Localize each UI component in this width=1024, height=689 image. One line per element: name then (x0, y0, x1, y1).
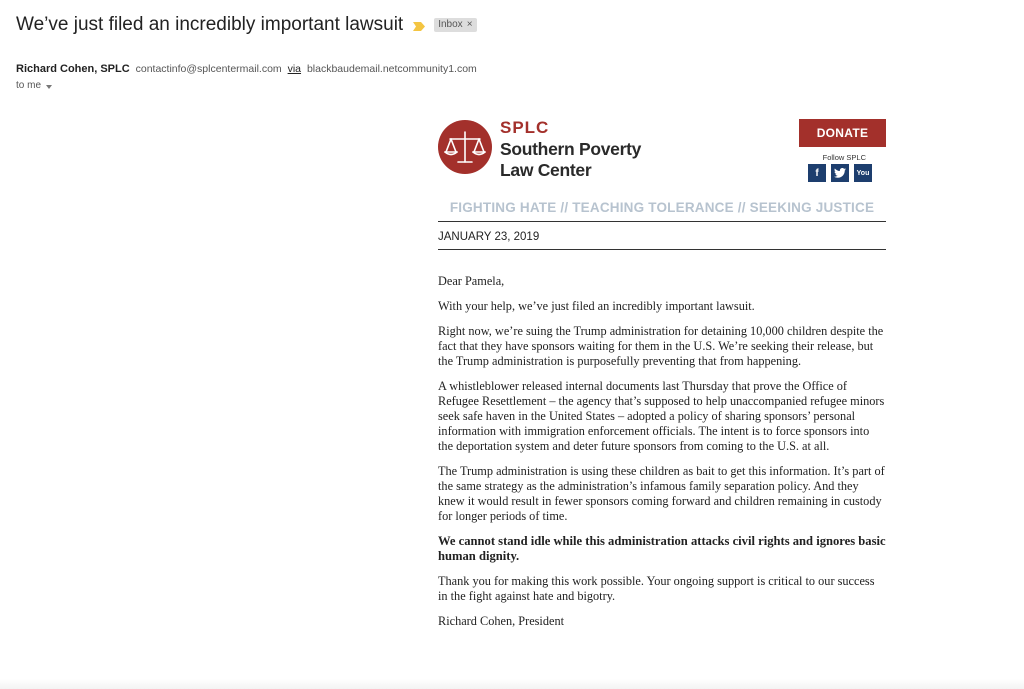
sender-email: contactinfo@splcentermail.com (135, 63, 282, 75)
divider-bottom (438, 249, 886, 250)
recipient-line[interactable] (16, 80, 52, 91)
inbox-label-text: Inbox (438, 19, 463, 30)
logo-splc-text: SPLC (500, 118, 550, 137)
via-domain: blackbaudemail.netcommunity1.com (306, 63, 477, 75)
letter-paragraph-6: Thank you for making this work possible. Your ongoing support is critical to our success in the fight against hate and bigotry. (438, 574, 875, 603)
email-header (16, 14, 477, 36)
letter-content (438, 274, 886, 629)
social-links (808, 164, 872, 182)
newsletter-body (438, 116, 886, 639)
letter-greeting: Dear Pamela, (438, 274, 505, 288)
letter-signature: Richard Cohen, President (438, 614, 565, 628)
bottom-shadow (0, 679, 1024, 689)
logo-line-2: Law Center (500, 160, 592, 180)
splc-logo-icon[interactable] (438, 120, 492, 174)
letter-paragraph-1: With your help, we’ve just filed an incredibly important lawsuit. (438, 299, 755, 313)
letter-paragraph-2: Right now, we’re suing the Trump administration for detaining 10,000 children despite the fact that they have sponsors waiting for them in the U.S. We’re seeking their release, but the Trump administration is purposefully preventing that from happening. (438, 324, 884, 368)
letter-paragraph-5: We cannot stand idle while this administration attacks civil rights and ignores basic human dignity. (438, 534, 886, 563)
recipient-details-caret-icon[interactable] (46, 85, 52, 89)
remove-label-icon[interactable]: × (466, 19, 473, 30)
recipient-text: to me (16, 80, 42, 91)
twitter-icon[interactable] (831, 164, 849, 182)
letter-paragraph-4: The Trump administration is using these children as bait to get this information. It’s part of the same strategy as the administration’s infamous family separation policy. And they knew it would result in fewer sponsors coming forward and children remaining in custody for longer periods of time. (438, 464, 885, 523)
newsletter-date: JANUARY 23, 2019 (438, 231, 540, 243)
importance-marker-icon[interactable] (413, 22, 425, 31)
youtube-icon[interactable]: You (854, 164, 872, 182)
via-link[interactable]: via (287, 63, 302, 75)
facebook-icon[interactable]: f (808, 164, 826, 182)
newsletter-header (438, 116, 886, 192)
tagline: FIGHTING HATE // TEACHING TOLERANCE // SEEKING JUSTICE (449, 200, 875, 215)
sender-line (16, 63, 477, 75)
email-subject: We’ve just filed an incredibly important lawsuit (16, 14, 404, 35)
logo-line-1: Southern Poverty (500, 139, 642, 159)
sender-name[interactable]: Richard Cohen, SPLC (16, 63, 130, 75)
donate-button[interactable]: DONATE (799, 119, 886, 147)
letter-paragraph-3: A whistleblower released internal documents last Thursday that prove the Office of Refugee Resettlement – the agency that’s supposed to help unaccompanied refugee minors seek safe haven in the United States – adopted a policy of sharing sponsors’ personal information with immigration enforcement officials. The intent is to force sponsors into the deportation system and deter future sponsors from coming to the U.S. at all. (438, 379, 885, 453)
follow-label: Follow SPLC (822, 153, 866, 162)
divider-top (438, 221, 886, 222)
logo-organization-name (500, 139, 641, 181)
inbox-label-chip[interactable] (434, 18, 476, 32)
